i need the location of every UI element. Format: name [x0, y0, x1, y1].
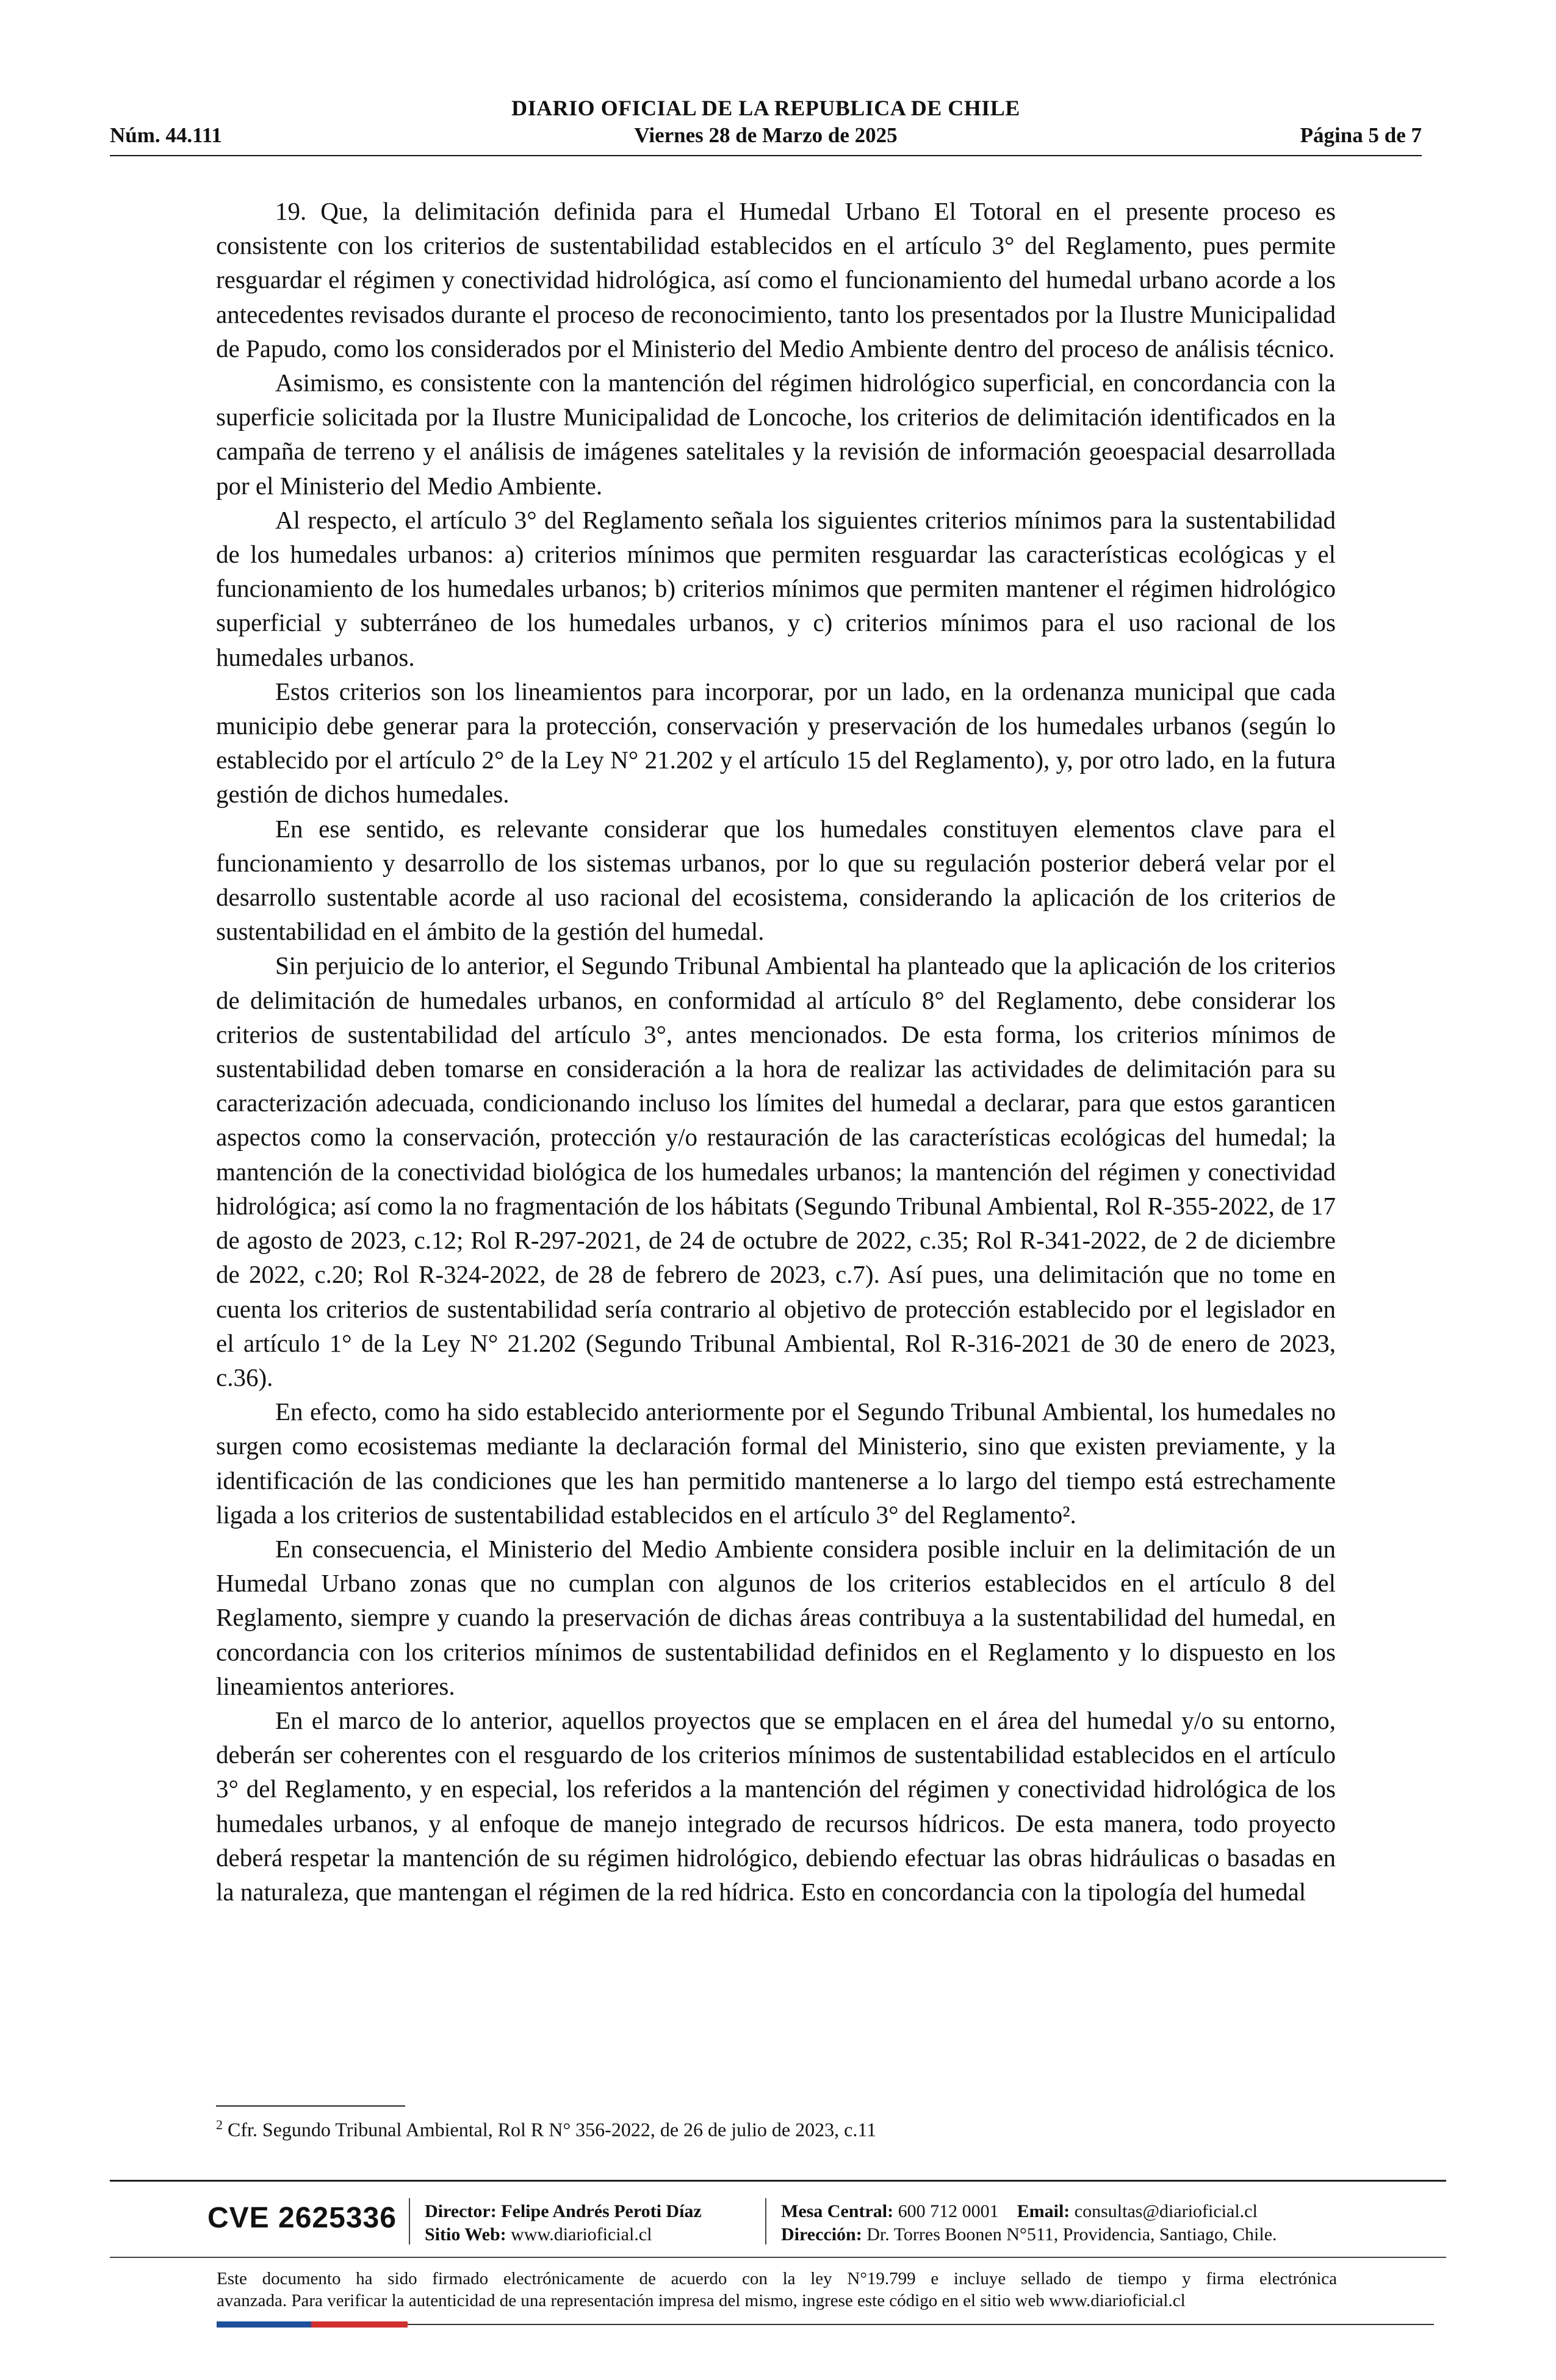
legal-notice-line: avanzada. Para verificar la autenticidad de una representación impresa del mismo, ingrese este código en el sitio web www.diarioficial.cl [217, 2291, 1186, 2310]
footer-top-divider [110, 2180, 1446, 2182]
cve-code: CVE 2625336 [207, 2202, 397, 2234]
footnote-marker: 2 [216, 2117, 223, 2132]
flag-red-segment [311, 2321, 408, 2328]
address-value: Dr. Torres Boonen N°511, Providencia, Santiago, Chile. [866, 2224, 1277, 2245]
header-divider [110, 155, 1422, 156]
footnote-divider [216, 2105, 405, 2107]
paragraph: En el marco de lo anterior, aquellos proyectos que se emplacen en el área del humedal y/o su entorno, deberán ser coherentes con el resguardo de los criterios mínimos de sustentabilidad establecidos en el artículo 3° del Reglamento, y en especial, los referidos a la mantención del régimen y conectividad hidrológica de los humedales urbanos, y al enfoque de manejo integrado de recursos hídricos. De esta manera, todo proyecto deberá respetar la mantención de su régimen hidrológico, debiendo efectuar las obras hidráulicas o basadas en la naturaleza, que mantengan el régimen de la red hídrica. Esto en concordancia con la tipología del humedal [216, 1706, 1336, 1906]
paragraph: En efecto, como ha sido establecido anteriormente por el Segundo Tribunal Ambiental, los humedales no surgen como ecosistemas mediante la declaración formal del Ministerio, sino que existen previamente, y la identificación de las condiciones que les han permitido mantenerse a lo largo del tiempo está estrechamente ligada a los criterios de sustentabilidad establecidos en el artículo 3° del Reglamento². [216, 1397, 1336, 1529]
footer-director-block [425, 2200, 702, 2246]
email-link[interactable]: consultas@diarioficial.cl [1074, 2201, 1258, 2221]
page-number: Página 5 de 7 [1300, 123, 1422, 147]
phone-label: Mesa Central: [781, 2201, 894, 2221]
paragraph: 19. Que, la delimitación definida para el Humedal Urbano El Totoral en el presente proceso es consistente con los criterios de sustentabilidad establecidos en el artículo 3° del Reglamento, pues permite resguardar el régimen y conectividad hidrológica, así como el funcionamiento del humedal urbano acorde a los antecedentes revisados durante el proceso de reconocimiento, tanto los presentados por la Ilustre Municipalidad de Papudo, como los considerados por el Ministerio del Medio Ambiente dentro del proceso de análisis técnico. [216, 197, 1336, 362]
publication-title: DIARIO OFICIAL DE LA REPUBLICA DE CHILE [511, 96, 1020, 120]
footer-mid-divider [110, 2257, 1446, 2258]
paragraph: Sin perjuicio de lo anterior, el Segundo Tribunal Ambiental ha planteado que la aplicación de los criterios de delimitación de humedales urbanos, en conformidad al artículo 8° del Reglamento, debe considerar los criterios de sustentabilidad del artículo 3°, antes mencionados. De esta forma, los criterios mínimos de sustentabilidad deben tomarse en consideración a la hora de realizar las actividades de delimitación para su caracterización adecuada, condicionando incluso los límites del humedal a declarar, para que estos garanticen aspectos como la conservación, protección y/o restauración de las características ecológicas del humedal; la mantención de la conectividad biológica de los humedales urbanos; la mantención del régimen y conectividad hidrológica; así como la no fragmentación de los hábitats (Segundo Tribunal Ambiental, Rol R-355-2022, de 17 de agosto de 2023, c.12; Rol R-297-2021, de 24 de octubre de 2022, c.35; Rol R-341-2022, de 2 de diciembre de 2022, c.20; Rol R-324-2022, de 28 de febrero de 2023, c.7). Así pues, una delimitación que no tome en cuenta los criterios de sustentabilidad sería contrario al objetivo de protección establecido por el legislador en el artículo 1° de la Ley N° 21.202 (Segundo Tribunal Ambiental, Rol R-316-2021 de 30 de enero de 2023, c.36). [216, 951, 1336, 1391]
paragraph: Estos criterios son los lineamientos para incorporar, por un lado, en la ordenanza municipal que cada municipio debe generar para la protección, conservación y preservación de los humedales urbanos (según lo establecido por el artículo 2° de la Ley N° 21.202 y el artículo 15 del Reglamento), y, por otro lado, en la futura gestión de dichos humedales. [216, 677, 1336, 809]
issue-date: Viernes 28 de Marzo de 2025 [634, 123, 898, 147]
document-body [216, 194, 1336, 1909]
footnote-text: Cfr. Segundo Tribunal Ambiental, Rol R N° 356-2022, de 26 de julio de 2023, c.11 [228, 2118, 877, 2141]
address-label: Dirección: [781, 2224, 862, 2245]
page-header [110, 90, 1422, 157]
director-label: Director: Felipe Andrés Peroti Díaz [425, 2201, 702, 2221]
issue-number: Núm. 44.111 [110, 123, 222, 147]
flag-blue-segment [217, 2321, 311, 2328]
phone-value: 600 712 0001 [898, 2201, 999, 2221]
legal-notice-line: Este documento ha sido firmado electrónicamente de acuerdo con la ley N°19.799 e incluye sellado de tiempo y firma electrónica [217, 2269, 1337, 2288]
paragraph: Al respecto, el artículo 3° del Reglamento señala los siguientes criterios mínimos para la sustentabilidad de los humedales urbanos: a) criterios mínimos que permiten resguardar las características ecológicas y el funcionamiento de los humedales urbanos; b) criterios mínimos que permiten mantener el régimen hidrológico superficial y subterráneo de los humedales urbanos, y c) criterios mínimos para el uso racional de los humedales urbanos. [216, 505, 1336, 671]
footer-contact-block [781, 2200, 1277, 2246]
footnote [216, 2113, 1336, 2142]
footer-bottom-line [408, 2324, 1434, 2325]
website-label: Sitio Web: [425, 2224, 506, 2245]
paragraph: En consecuencia, el Ministerio del Medio Ambiente considera posible incluir en la delimitación de un Humedal Urbano zonas que no cumplan con algunos de los criterios establecidos en el artículo 8 del Reglamento, siempre y cuando la preservación de dichas áreas contribuya a la sustentabilidad del humedal, en concordancia con los criterios mínimos de sustentabilidad definidos en el Reglamento y lo dispuesto en los lineamientos anteriores. [216, 1534, 1336, 1700]
website-link[interactable]: www.diarioficial.cl [511, 2224, 652, 2245]
paragraph: Asimismo, es consistente con la mantención del régimen hidrológico superficial, en concordancia con la superficie solicitada por la Ilustre Municipalidad de Loncoche, los criterios de delimitación identificados en la campaña de terreno y el análisis de imágenes satelitales y la revisión de información geoespacial desarrollada por el Ministerio del Medio Ambiente. [216, 369, 1336, 500]
email-label: Email: [1017, 2201, 1070, 2221]
page-footer [110, 2180, 1446, 2332]
footer-separator [409, 2198, 410, 2245]
footer-separator [765, 2198, 766, 2245]
paragraph: En ese sentido, es relevante considerar que los humedales constituyen elementos clave para el funcionamiento y desarrollo de los sistemas urbanos, por lo que su regulación posterior deberá velar por el desarrollo sustentable acorde al uso racional del ecosistema, considerando la aplicación de los criterios de sustentabilidad en el ámbito de la gestión del humedal. [216, 814, 1336, 946]
footer-color-bar [217, 2321, 1434, 2328]
